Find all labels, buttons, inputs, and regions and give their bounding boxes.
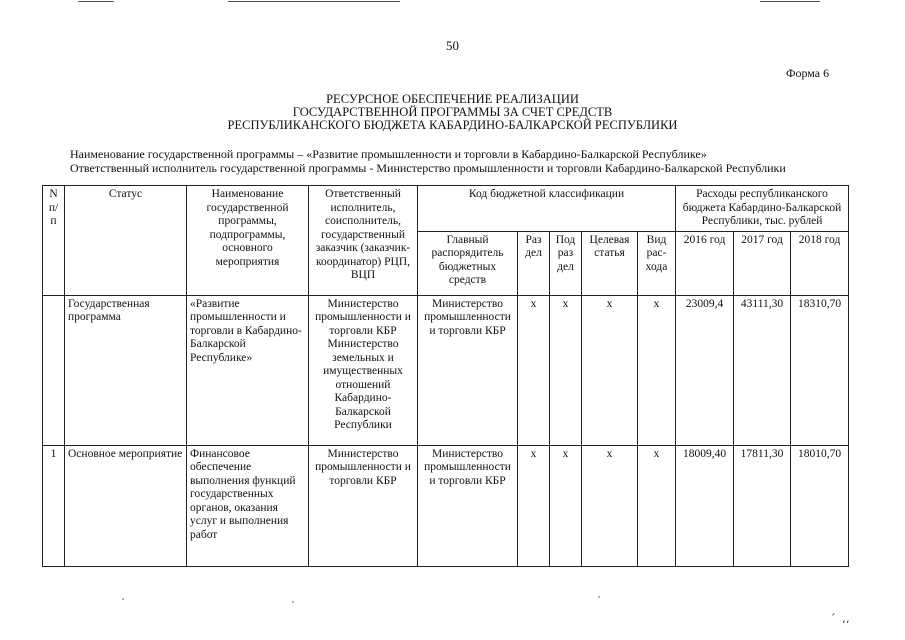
header-status: Статус xyxy=(65,186,187,296)
scan-dot xyxy=(122,598,124,600)
row-razdel: х xyxy=(518,445,550,566)
scan-mark: ՛ ،، xyxy=(832,612,850,626)
program-name-line: Наименование государственной программы – «Развитие промышленности и торговли в Кабардино-Балкарской Республике» xyxy=(70,147,707,161)
row-manager: Министерство промышленности и торговли КБР xyxy=(418,445,518,566)
row-num: 1 xyxy=(43,445,65,566)
row-2018: 18310,70 xyxy=(791,295,849,445)
header-2018: 2018 год xyxy=(791,231,849,295)
scan-dot xyxy=(598,596,600,598)
scan-line xyxy=(78,1,114,2)
row-name: «Развитие промышленности и торговли в Кабардино-Балкарской Республике» xyxy=(187,295,309,445)
table-row xyxy=(43,295,849,445)
row-manager: Министерство промышленности и торговли КБР xyxy=(418,295,518,445)
page-number: 50 xyxy=(446,38,459,53)
row-target: х xyxy=(582,445,638,566)
table-header-row-1 xyxy=(43,186,849,232)
form-label: Форма 6 xyxy=(786,66,830,80)
header-executor: Ответственный исполнитель, соисполнитель, государственный заказчик (заказчик-координатор) РЦП, ВЦП xyxy=(309,186,418,296)
row-2018: 18010,70 xyxy=(791,445,849,566)
row-executor: Министерство промышленности и торговли КБР xyxy=(309,445,418,566)
row-2016: 18009,40 xyxy=(676,445,734,566)
header-vid: Вид рас- хода xyxy=(638,231,676,295)
row-target: х xyxy=(582,295,638,445)
row-2016: 23009,4 xyxy=(676,295,734,445)
document-title xyxy=(0,93,905,132)
row-2017: 43111,30 xyxy=(734,295,791,445)
header-2017: 2017 год xyxy=(734,231,791,295)
row-num xyxy=(43,295,65,445)
header-2016: 2016 год xyxy=(676,231,734,295)
executor-line: Ответственный исполнитель государственной программы - Министерство промышленности и торговли Кабардино-Балкарской Республики xyxy=(70,161,786,175)
header-podrazdel: Под раз дел xyxy=(550,231,582,295)
scan-line xyxy=(760,1,820,2)
header-main-manager: Главный распорядитель бюджетных средств xyxy=(418,231,518,295)
header-num: N п/п xyxy=(43,186,65,296)
row-vid: х xyxy=(638,295,676,445)
title-line-1: РЕСУРСНОЕ ОБЕСПЕЧЕНИЕ РЕАЛИЗАЦИИ xyxy=(326,92,579,106)
row-podrazdel: х xyxy=(550,295,582,445)
title-line-2: ГОСУДАРСТВЕННОЙ ПРОГРАММЫ ЗА СЧЕТ СРЕДСТВ xyxy=(292,105,613,119)
title-line-3: РЕСПУБЛИКАНСКОГО БЮДЖЕТА КАБАРДИНО-БАЛКАРСКОЙ РЕСПУБЛИКИ xyxy=(227,118,678,132)
row-name: Финансовое обеспечение выполнения функций государственных органов, оказания услуг и выполнения работ xyxy=(187,445,309,566)
row-executor: Министерство промышленности и торговли КБР Министерство земельных и имущественных отношений Кабардино-Балкарской Республики xyxy=(309,295,418,445)
header-razdel: Раз дел xyxy=(518,231,550,295)
header-expenses: Расходы республиканского бюджета Кабардино-Балкарской Республики, тыс. рублей xyxy=(676,186,849,232)
row-razdel: х xyxy=(518,295,550,445)
scan-line xyxy=(228,1,400,2)
scan-dot xyxy=(292,601,294,603)
row-vid: х xyxy=(638,445,676,566)
table-row xyxy=(43,445,849,566)
row-status: Государственная программа xyxy=(65,295,187,445)
header-target: Целевая статья xyxy=(582,231,638,295)
row-podrazdel: х xyxy=(550,445,582,566)
row-2017: 17811,30 xyxy=(734,445,791,566)
resource-table xyxy=(42,185,849,567)
header-name: Наименование государственной программы, подпрограммы, основного мероприятия xyxy=(187,186,309,296)
header-budget-code: Код бюджетной классификации xyxy=(418,186,676,232)
row-status: Основное мероприятие xyxy=(65,445,187,566)
